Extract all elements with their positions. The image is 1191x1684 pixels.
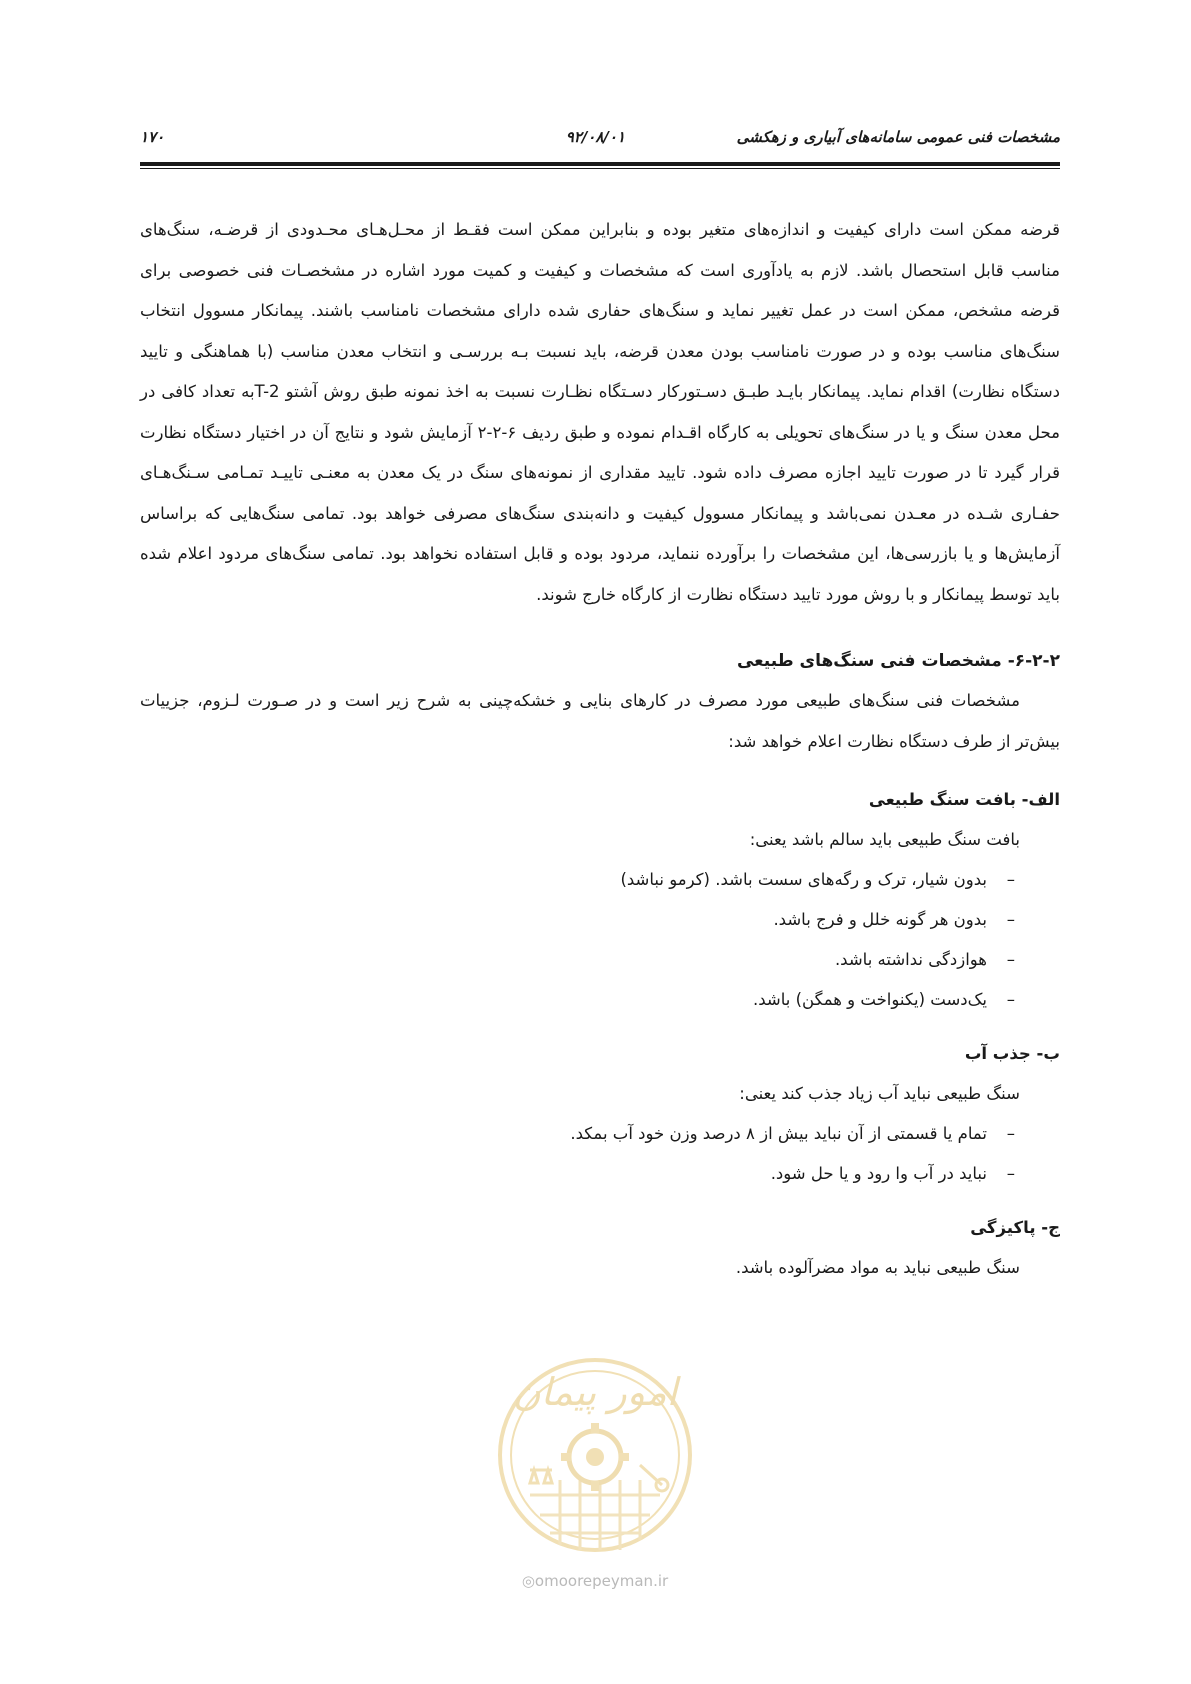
header-title: مشخصات فنی عمومی سامانه‌های آبیاری و زهکشی [736,128,1060,146]
list-item: – هوازدگی نداشته باشد. [140,940,1015,980]
subsection-heading-texture: الف- بافت سنگ طبیعی [868,790,1060,809]
list-marker: – [1006,870,1015,889]
text-line: باشند. پیمانکار مسوول انتخاب سنگ‌های مناسب بوده و در صورت نامناسب بودن معدن قرضه، باید نسبت بـه بررسـی و [140,301,1060,361]
text-line: فنی خصوصی برای قرضه مشخص، ممکن است در عمل تغییر نماید و سنگ‌های حفاری شده دارای مشخصات نامناسب [140,260,1060,320]
list-marker: – [1006,950,1015,969]
texture-list [140,860,1060,1020]
page-number: ۱۷۰ [140,128,165,146]
watermark-logo-text: امور پیمان [512,1370,678,1414]
header-rule-thick [140,162,1060,166]
subsection-text-cleanliness: سنگ طبیعی نباید به مواد مضرآلوده باشد. [735,1258,1020,1277]
page-content [140,210,1060,1288]
text-line: نسبت به اخذ نمونه طبق روش آشتو T-2به تعداد کافی در محل معدن سنگ و یا در سنگ‌های تحویلی به کارگاه اقـدام [140,382,1061,442]
absorption-list [140,1114,1060,1194]
list-item: – بدون شیار، ترک و رگه‌های سست باشد. (کرمو نباشد) [140,860,1015,900]
section-intro [140,681,1060,762]
text-line: باید توسط پیمانکار و با روش مورد تایید دستگاه نظارت از کارگاه خارج شوند. [536,584,1060,604]
paragraph-quarry [140,210,1060,615]
list-item: – نباید در آب وا رود و یا حل شود. [140,1154,1015,1194]
subsection-heading-cleanliness: ج- پاکیزگی [970,1218,1060,1237]
text-line: یا بازرسی‌ها، این مشخصات را برآورده ننماید، مردود بوده و قابل استفاده نخواهد بود. تمامی سنگ‌های مردود اعلام شده [140,544,974,563]
list-item: – یک‌دست (یکنواخت و همگن) باشد. [140,980,1015,1020]
text-line: داده شود. تایید مقداری از نمونه‌های سنگ در یک معدن به معنـی تاییـد تمـامی سـنگ‌هـای حفـاری شـده در معـدن [140,463,1061,523]
list-marker: – [1006,1124,1015,1143]
text-line: نموده و طبق ردیف ۶-۲-۲ آزمایش شود و نتایج آن در اختیار دستگاه نظارت قرار گیرد تا در صورت تایید اجازه مصرف [140,422,1060,482]
header-rule-thin [140,168,1060,169]
text-line: انتخاب معدن مناسب (با هماهنگی و تایید دستگاه نظارت) اقدام نماید. پیمانکار بایـد طبـق دسـتورکار دسـتگاه نظـارت [140,341,1060,401]
list-marker: – [1006,1164,1015,1183]
text-line: سنگ‌های مناسب قابل استحصال باشد. لازم به یادآوری است که مشخصات و کیفیت و کمیت مورد اشاره در مشخصـات [140,220,1061,280]
text-line: نمی‌باشد و پیمانکار مسوول کیفیت و دانه‌بندی سنگ‌های مصرفی خواهد بود. تمامی سنگ‌هایی که براساس آزمایش‌ها و [140,503,1060,563]
subsection-intro-water-absorption: سنگ طبیعی نباید آب زیاد جذب کند یعنی: [739,1084,1020,1103]
header-date: ۹۲/۰۸/۰۱ [565,128,625,146]
subsection-intro-texture: بافت سنگ طبیعی باید سالم باشد یعنی: [749,830,1020,849]
at-icon: ◎ [521,1572,535,1590]
list-item: – بدون هر گونه خلل و فرج باشد. [140,900,1015,940]
text-line: قرضه ممکن است دارای کیفیت و اندازه‌های متغیر بوده و بنابراین ممکن است فقـط از محـل‌هـای محـدودی از قرضـه، [208,220,1060,239]
watermark-logo-icon [490,1345,700,1565]
subsection-heading-water-absorption: ب- جذب آب [964,1044,1060,1063]
watermark-site: ◎omoorepeyman.ir [521,1572,669,1590]
list-marker: – [1006,990,1015,1009]
text-line: جزییات بیش‌تر از طرف دستگاه نظارت اعلام خواهد شد: [140,691,1060,751]
page-header [140,128,1060,158]
text-line: مشخصات فنی سنگ‌های طبیعی مورد مصرف در کارهای بنایی و خشکه‌چینی به شرح زیر است و در صـورت لـزوم، [197,691,1020,710]
section-heading: ۶-۲-۲- مشخصات فنی سنگ‌های طبیعی [736,651,1060,671]
list-item: – تمام یا قسمتی از آن نباید بیش از ۸ درصد وزن خود آب بمکد. [140,1114,1015,1154]
list-marker: – [1006,910,1015,929]
